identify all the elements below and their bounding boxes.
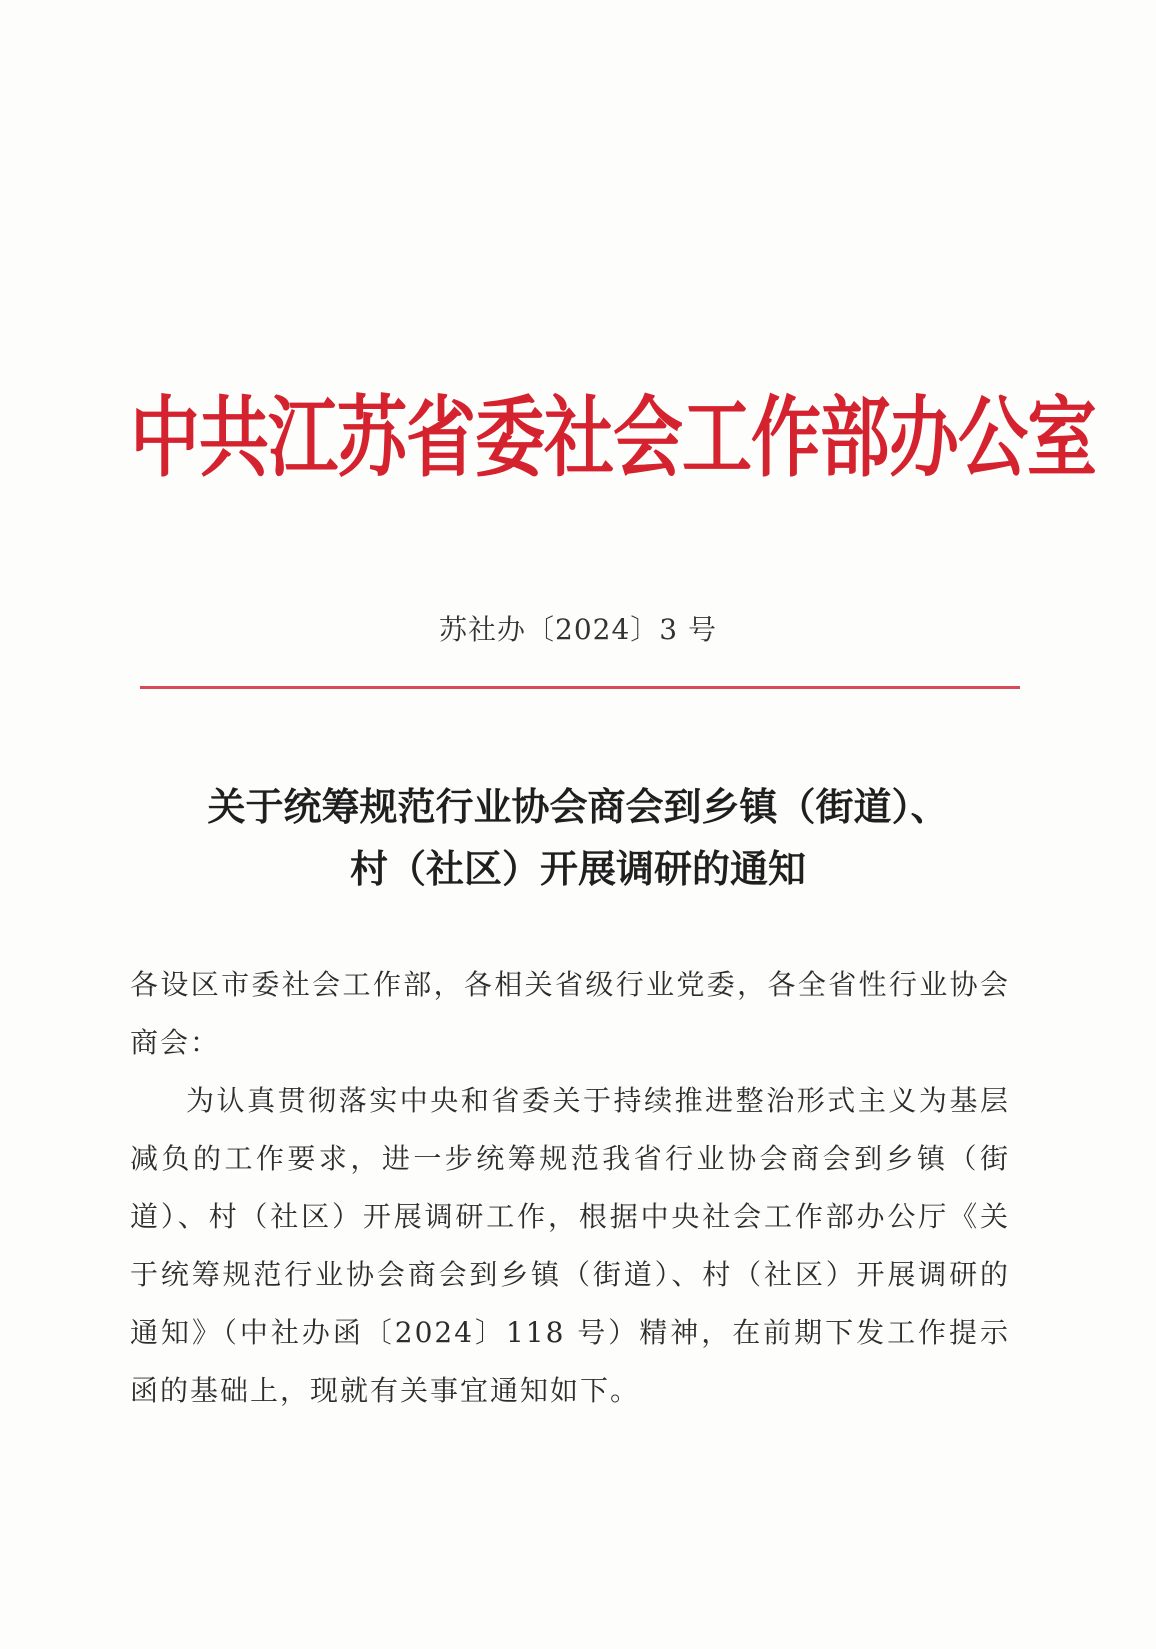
- title-line-2: 村（社区）开展调研的通知: [349, 847, 806, 891]
- title-line-1: 关于统筹规范行业协会商会到乡镇（街道）、: [207, 785, 949, 829]
- document-title: [120, 776, 1036, 900]
- salutation: 各设区市委社会工作部，各相关省级行业党委，各全省性行业协会商会：: [130, 968, 1010, 1059]
- issuer-header: 中共江苏省委社会工作部办公室: [130, 386, 1096, 490]
- red-separator-line: [140, 686, 1020, 689]
- document-number: 苏社办〔2024〕3 号: [439, 613, 717, 646]
- document-body: [130, 956, 1010, 1420]
- body-paragraph: 为认真贯彻落实中央和省委关于持续推进整治形式主义为基层减负的工作要求，进一步统筹规范我省行业协会商会到乡镇（街道）、村（社区）开展调研工作，根据中央社会工作部办公厅《关于统筹规范行业协会商会到乡镇（街道）、村（社区）开展调研的通知》（中社办函〔2024〕118 号）精神，在前期下发工作提示函的基础上，现就有关事宜通知如下。: [130, 1084, 1010, 1407]
